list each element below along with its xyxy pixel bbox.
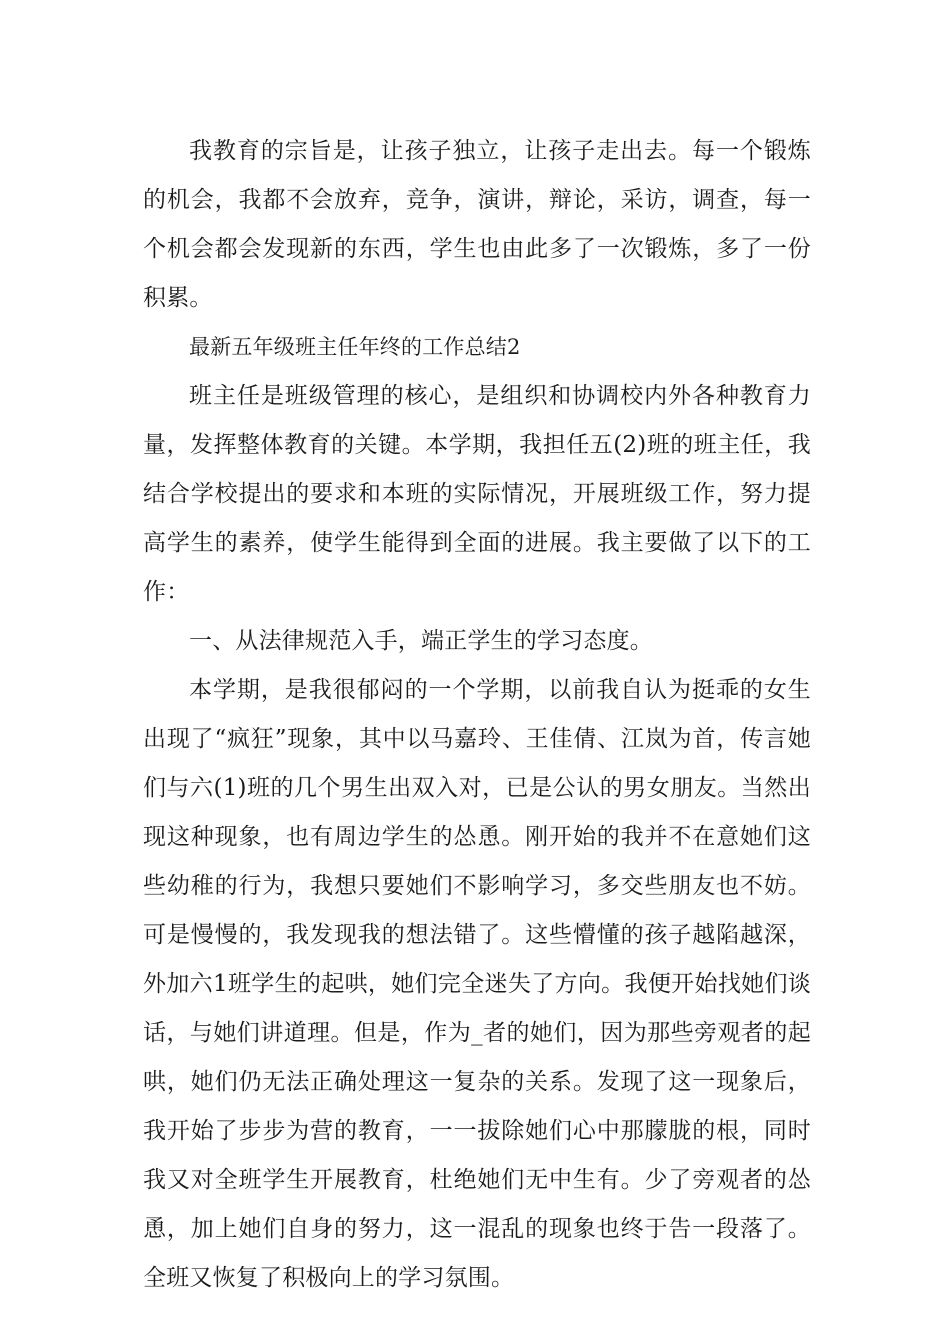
paragraph-semester-story: 本学期，是我很郁闷的一个学期，以前我自认为挺乖的女生出现了“疯狂”现象，其中以马嘉玲、王佳倩、江岚为首，传言她们与六(1)班的几个男生出双入对，已是公认的男女朋友。当然出现这种现象，也有周边学生的怂恿。刚开始的我并不在意她们这些幼稚的行为，我想只要她们不影响学习，多交些朋友也不妨。可是慢慢的，我发现我的想法错了。这些懵懂的孩子越陷越深，外加六1班学生的起哄，她们完全迷失了方向。我便开始找她们谈话，与她们讲道理。但是，作为_者的她们，因为那些旁观者的起哄，她们仍无法正确处理这一复杂的关系。发现了这一现象后，我开始了步步为营的教育，一一拔除她们心中那朦胧的根，同时我又对全班学生开展教育，杜绝她们无中生有。少了旁观者的怂恿，加上她们自身的努力，这一混乱的现象也终于告一段落了。全班又恢复了积极向上的学习氛围。 xyxy=(143,677,811,1291)
subheading-point-one: 一、从法律规范入手，端正学生的学习态度。 xyxy=(189,628,653,654)
section-title: 最新五年级班主任年终的工作总结2 xyxy=(189,335,521,359)
paragraph-class-teacher-role: 班主任是班级管理的核心，是组织和协调校内外各种教育力量，发挥整体教育的关键。本学期，我担任五(2)班的班主任，我结合学校提出的要求和本班的实际情况，开展班级工作，努力提高学生的素养，使学生能得到全面的进展。我主要做了以下的工作： xyxy=(143,383,811,605)
document-body xyxy=(143,127,811,1303)
paragraph-education-purpose: 我教育的宗旨是，让孩子独立，让孩子走出去。每一个锻炼的机会，我都不会放弃，竞争，演讲，辩论，采访，调查，每一个机会都会发现新的东西，学生也由此多了一次锻炼，多了一份积累。 xyxy=(143,138,811,311)
